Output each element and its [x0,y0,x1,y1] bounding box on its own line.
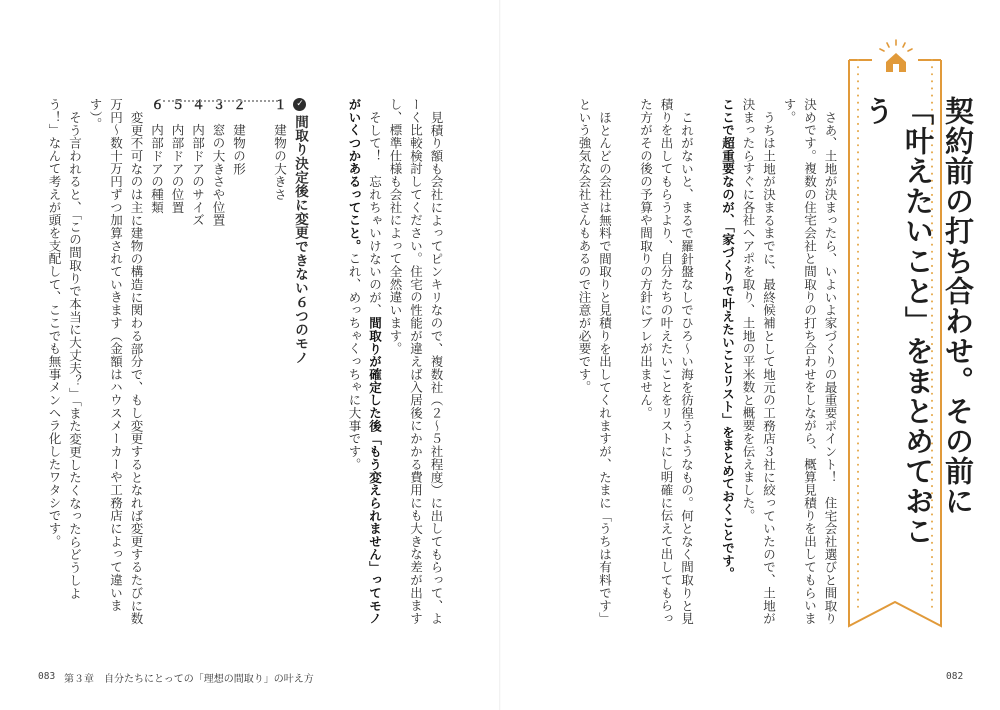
paragraph-8: 変更不可なのは主に建物の構造に関わる部分で、もし変更するとなれば変更するたびに数万円〜数十万円ずつ加算されていきます（金額はハウスメーカーや工務店によって違います）。 [88,98,144,625]
unchangeable-list [149,98,310,626]
left-page-body-top [318,98,446,626]
list-item: ５ 内部ドアの位置 [170,98,185,214]
paragraph-6: 見積り額も会社によってピンキリなので、複数社（２〜５社程度）に出してもらって、よーく比較検討してください。住宅の性能が違えば入居後にかかる費用にも大きな差が出ますし、標準仕様も会社によって全然違います。 [388,98,444,625]
check-circle-icon: ✓ [295,99,305,110]
paragraph-7-tail: これ、めっちゃくっちゃに大事です。 [347,252,362,471]
right-page-number: 082 [946,671,964,682]
list-title: ✓間取り決定後に変更できない６つのモノ [292,99,308,365]
gutter [499,0,501,710]
list-divider [163,100,278,102]
title-line-1: 契約前の打ち合わせ。その前に [941,96,975,516]
left-page-body-bottom [47,98,146,626]
list-item: ６ 内部ドアの種類 [149,98,165,214]
left-page-number: 083 [38,671,56,682]
paragraph-5: ほとんどの会社は無料で間取りと見積りを出してくれますが、たまに「うちは有料です」という強気な会社さんもあるので注意が必要です。 [577,98,613,625]
paragraph-1: さあ、土地が決まったら、いよいよ家づくりの最重要ポイント！ 住宅会社選びと間取り決めです。複数の住宅会社と間取りの打ち合わせをしながら、概算見積りを出してもらいます。 [782,98,838,625]
paragraph-9: そう言われると、「この間取りで本当に大丈夫？」「また変更したくなったらどうしよう！」なんて考えが頭を支配して、ここでも無事メンヘラ化したワタシです。 [47,98,83,600]
paragraph-7-key: 間取りが確定した後「もう変えられません」ってモノがいくつかあるってこと。 [347,98,383,625]
page-title [858,96,978,566]
list-item: ３ 窓の大きさや位置 [211,98,226,227]
paragraph-7-lead: そして！ 忘れちゃいけないのが、 [367,110,383,317]
house-icon [876,38,916,78]
paragraph-4: これがないと、まるで羅針盤なしでひろ〜い海を彷徨うようなもの。何となく間取りと見積りを出してもらうより、自分たちの叶えたいことをリストにし明確に伝えて出してもらった方がその後の予算や間取りの方針にブレが出ません。 [638,98,695,625]
paragraph-2: うちは土地が決まるまでに、最終候補として地元の工務店３社に絞っていたので、土地が決まったらすぐに各社へアポを取り、土地の平米数と概要を伝えました。 [741,98,777,625]
title-line-2: 「叶えたいこと」をまとめておこう [861,96,935,546]
list-item: １ 建物の大きさ [272,98,288,201]
key-point: ここで超重要なのが、「家づくりで叶えたいことリスト」をまとめておくことです。 [720,98,736,581]
paragraph-7 [344,98,385,626]
running-header: 第３章 自分たちにとっての「理想の間取り」の叶え方 [64,674,314,685]
list-item: ４ 内部ドアのサイズ [190,98,206,227]
right-page-body [572,98,840,626]
list-item: ２ 建物の形 [231,98,247,176]
